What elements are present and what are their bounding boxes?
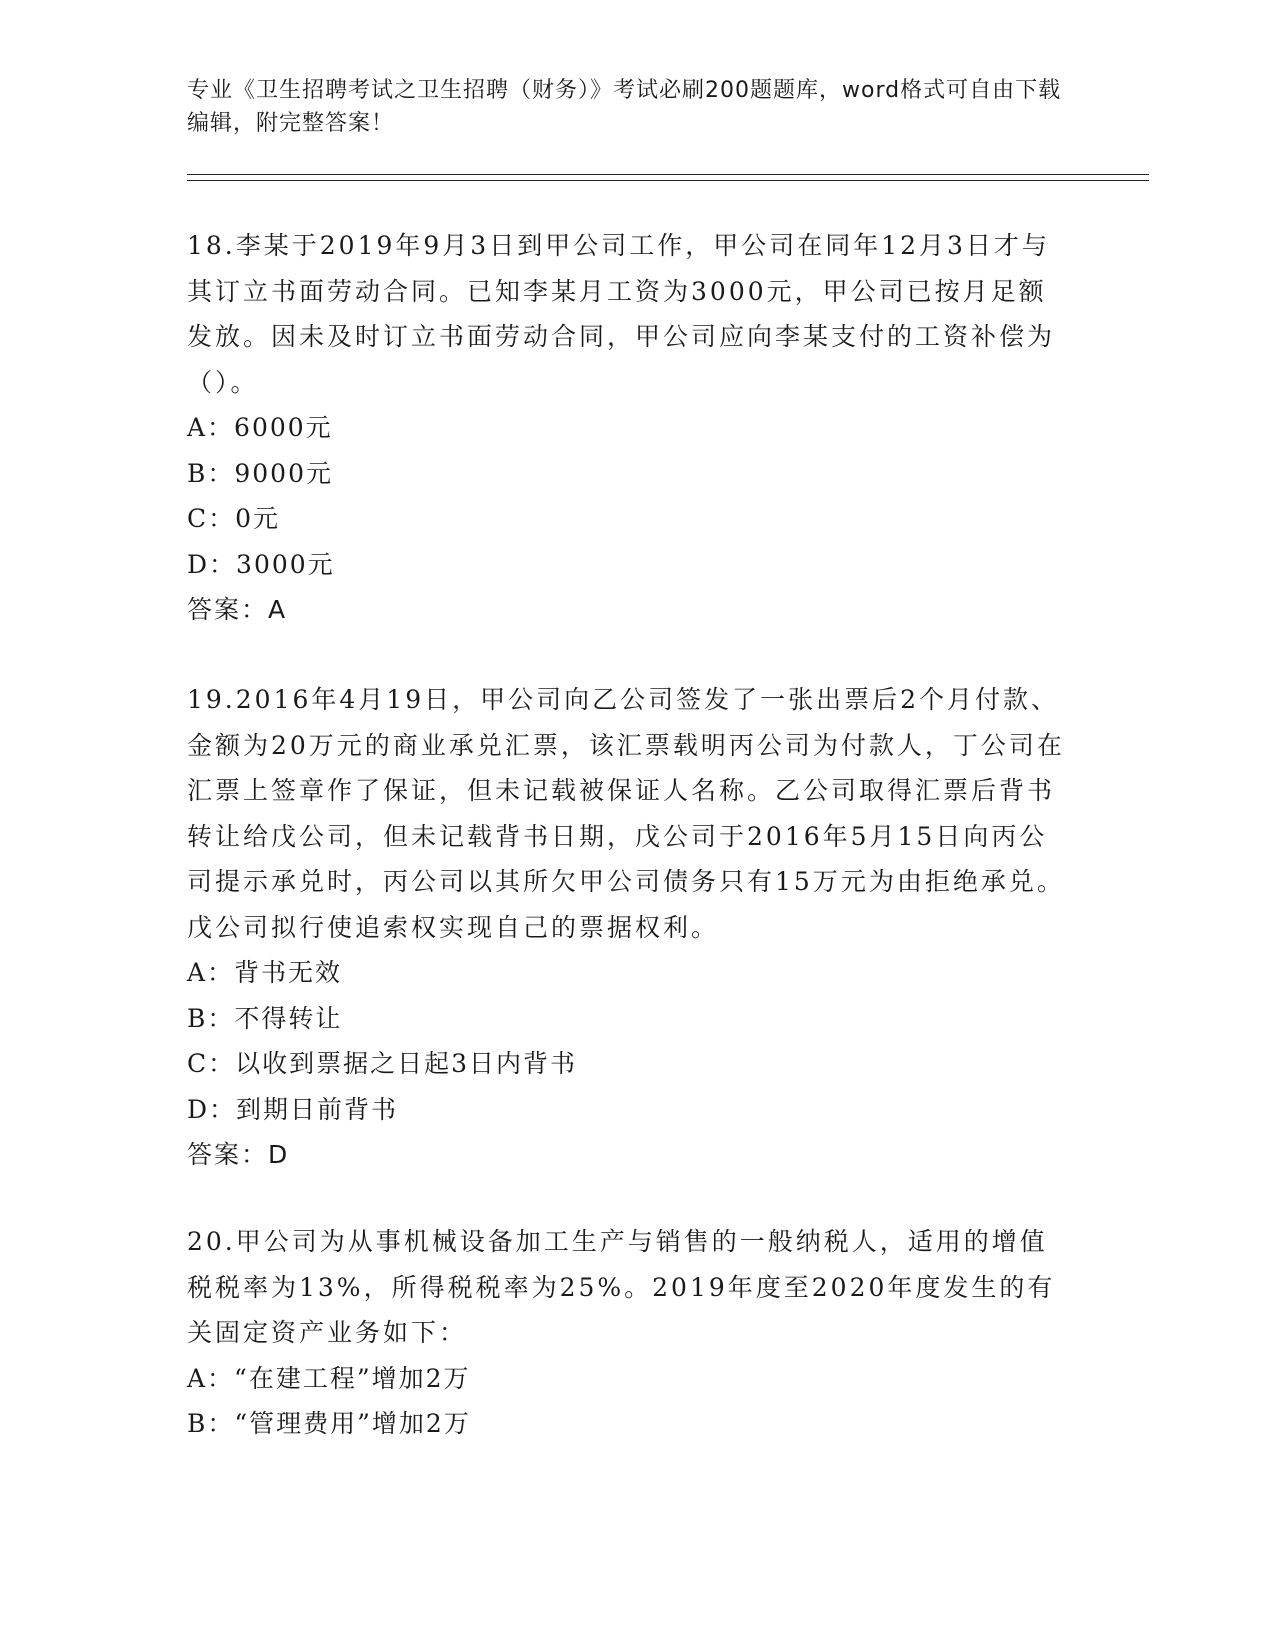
option-b: B：不得转让 — [187, 1003, 343, 1033]
option-b: B：9000元 — [187, 458, 333, 488]
option-a: A：背书无效 — [187, 958, 343, 987]
question-18 — [187, 223, 1067, 633]
question-19 — [187, 677, 1067, 1178]
header-divider-bottom — [187, 180, 1149, 181]
header-divider-top — [187, 174, 1149, 175]
question-20 — [187, 1219, 1067, 1447]
question-text: 20.甲公司为从事机械设备加工生产与销售的一般纳税人，适用的增值税税率为13%，所得税税率为25%。2019年度至2020年度发生的有关固定资产业务如下： — [187, 1227, 1056, 1347]
option-c: C：以收到票据之日起3日内背书 — [187, 1049, 578, 1078]
option-c: C：0元 — [187, 504, 281, 533]
answer: 答案：A — [187, 595, 288, 624]
option-a: A：6000元 — [187, 413, 333, 442]
question-text: 18.李某于2019年9月3日到甲公司工作，甲公司在同年12月3日才与其订立书面劳动合同。已知李某月工资为3000元，甲公司已按月足额发放。因未及时订立书面劳动合同，甲公司应向李某支付的工资补偿为（）。 — [187, 231, 1056, 397]
question-text: 19.2016年4月19日，甲公司向乙公司签发了一张出票后2个月付款、金额为20万元的商业承兑汇票，该汇票载明丙公司为付款人，丁公司在汇票上签章作了保证，但未记载被保证人名称。乙公司取得汇票后背书转让给戊公司，但未记载背书日期，戊公司于2016年5月15日向丙公司提示承兑时，丙公司以其所欠甲公司债务只有15万元为由拒绝承兑。戊公司拟行使追索权实现自己的票据权利。 — [187, 685, 1065, 942]
document-header: 专业《卫生招聘考试之卫生招聘（财务）》考试必刷200题题库，word格式可自由下载编辑，附完整答案！ — [187, 78, 1062, 136]
option-d: D：到期日前背书 — [187, 1094, 399, 1124]
option-b: B：“管理费用”增加2万 — [187, 1409, 471, 1438]
answer: 答案：D — [187, 1140, 290, 1169]
option-a: A：“在建工程”增加2万 — [187, 1363, 471, 1393]
option-d: D：3000元 — [187, 549, 335, 579]
